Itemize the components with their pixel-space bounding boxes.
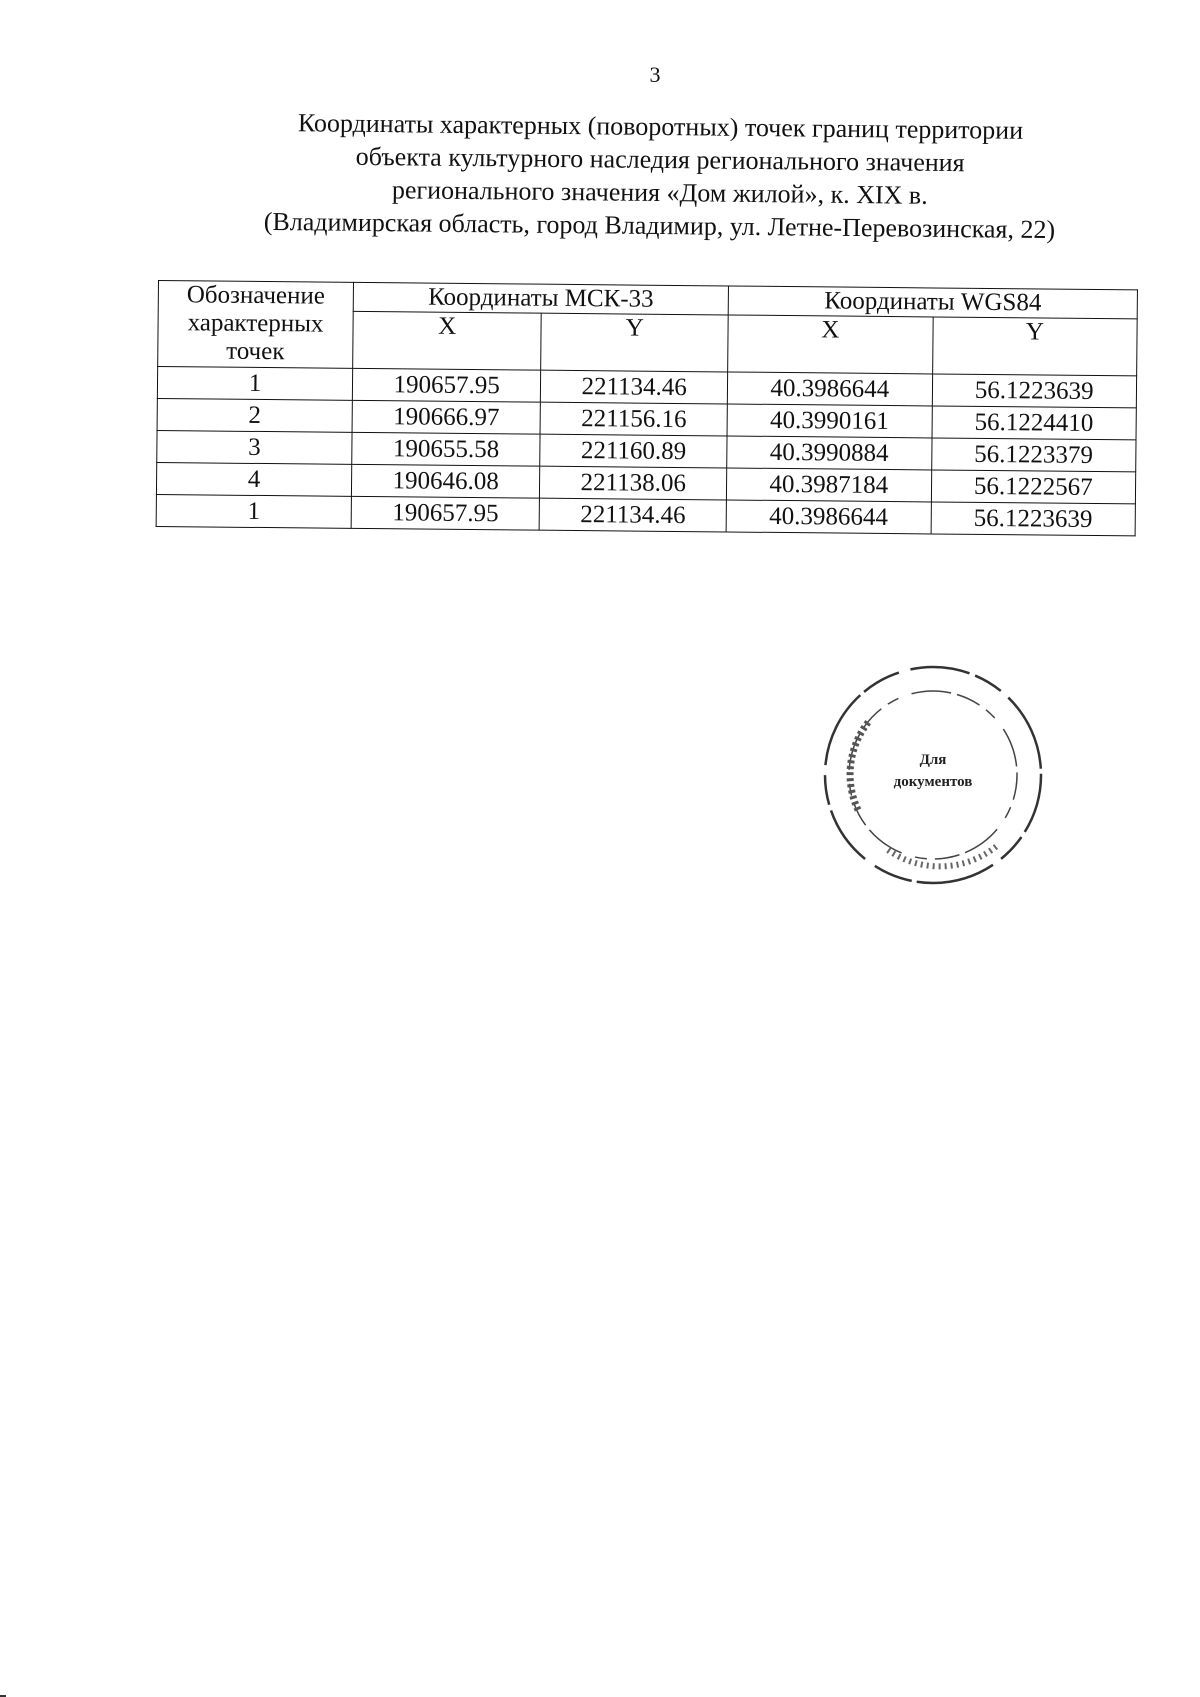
title-line-1: Координаты характерных (поворотных) точек границ территории <box>297 108 1024 145</box>
cell-wgs-y: 56.1222567 <box>931 470 1136 504</box>
title-line-3: регионального значения «Дом жилой», к. XIX в. <box>391 175 928 210</box>
cell-msk-y: 221134.46 <box>539 498 726 532</box>
cell-msk-x: 190657.95 <box>352 368 541 402</box>
header-msk-x: X <box>353 311 542 370</box>
coordinates-table <box>156 280 1138 536</box>
header-wgs-y: Y <box>932 317 1137 376</box>
cell-msk-x: 190646.08 <box>351 464 540 498</box>
title-line-4: (Владимирская область, город Владимир, ул. Летне-Перевозинская, 22) <box>263 206 1056 245</box>
cell-msk-y: 221138.06 <box>540 466 727 500</box>
official-stamp <box>818 660 1048 890</box>
cell-wgs-x: 40.3990161 <box>727 404 932 438</box>
cell-msk-y: 221160.89 <box>540 434 727 468</box>
cell-point: 1 <box>157 367 352 401</box>
cell-msk-x: 190655.58 <box>352 432 541 466</box>
header-msk33: Координаты МСК-33 <box>353 282 728 315</box>
cell-point: 2 <box>157 398 352 432</box>
header-point-designation: Обозначение характерных точек <box>158 281 354 369</box>
cell-point: 1 <box>156 494 351 528</box>
header-wgs84: Координаты WGS84 <box>728 286 1137 319</box>
cell-wgs-y: 56.1223639 <box>931 502 1136 536</box>
cell-msk-x: 190666.97 <box>352 400 541 434</box>
cell-wgs-x: 40.3987184 <box>727 468 932 502</box>
cell-msk-y: 221156.16 <box>540 402 727 436</box>
stamp-label-line2: документов <box>893 774 973 790</box>
cell-wgs-y: 56.1223379 <box>931 438 1136 472</box>
document-title <box>189 105 1130 247</box>
cell-wgs-x: 40.3986644 <box>727 372 932 406</box>
cell-wgs-y: 56.1224410 <box>932 406 1137 440</box>
cell-msk-y: 221134.46 <box>541 370 728 404</box>
cell-wgs-x: 40.3986644 <box>726 500 931 534</box>
page-number: 3 <box>649 62 661 87</box>
header-msk-y: Y <box>541 313 728 372</box>
header-wgs-x: X <box>728 315 933 374</box>
cell-wgs-x: 40.3990884 <box>727 436 932 470</box>
cell-point: 4 <box>156 462 351 496</box>
cell-wgs-y: 56.1223639 <box>932 374 1137 408</box>
title-line-2: объекта культурного наследия регионального значения <box>355 141 965 178</box>
stamp-label-line1: Для <box>919 752 947 768</box>
cell-point: 3 <box>157 430 352 464</box>
cell-msk-x: 190657.95 <box>351 496 540 530</box>
